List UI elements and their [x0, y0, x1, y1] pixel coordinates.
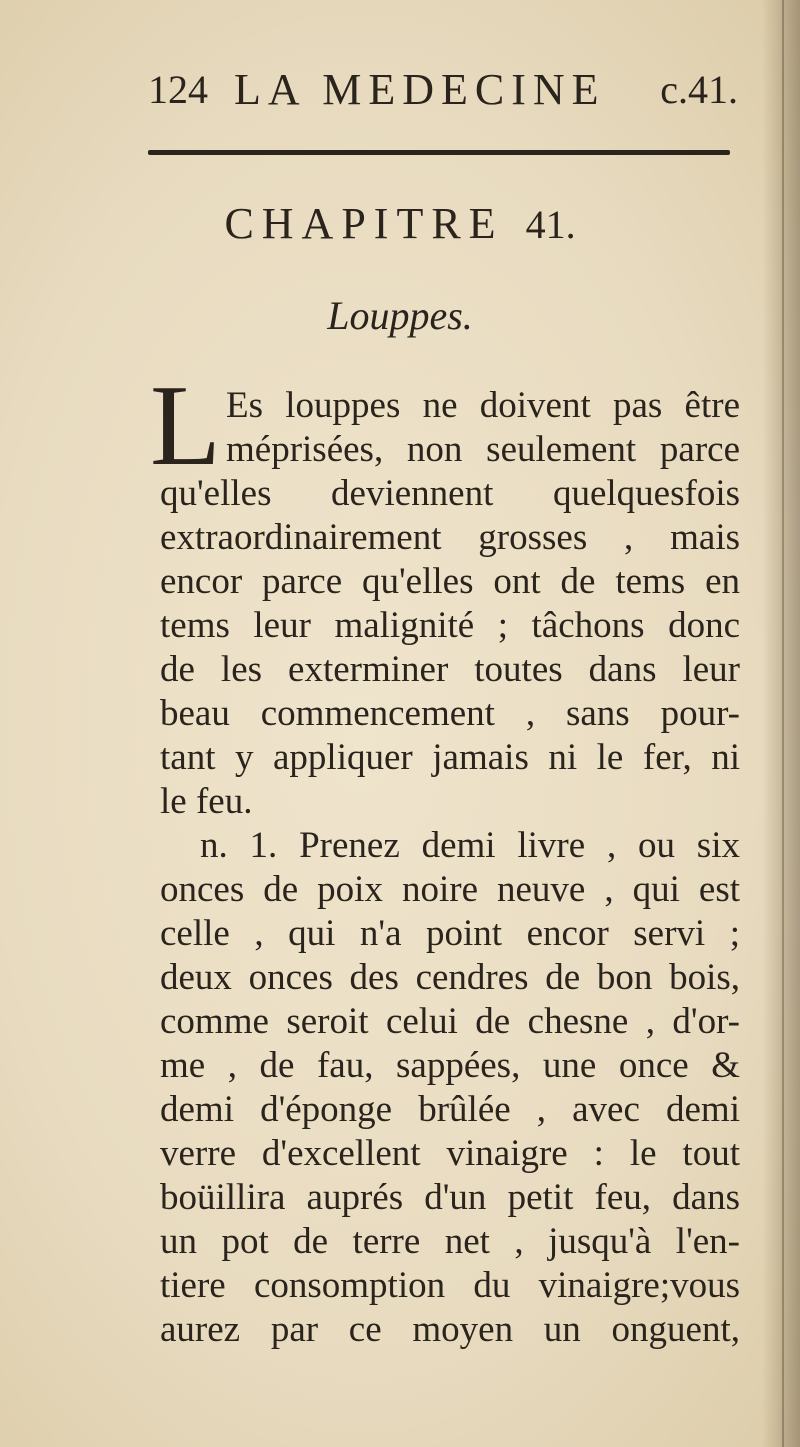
- running-head: [148, 62, 738, 118]
- body-line: [160, 1176, 740, 1220]
- body-line: [160, 736, 740, 780]
- chapter-word: CHAPITRE: [224, 199, 504, 248]
- body-line-text: qu'elles deviennent quelquesfois: [160, 473, 740, 514]
- body-line-text: comme seroit celui de chesne , d'or-: [160, 1001, 740, 1042]
- body-line: [160, 780, 740, 824]
- body-line: [160, 516, 740, 560]
- page-number: 124: [148, 67, 208, 112]
- header-rule: [148, 150, 730, 155]
- chapter-subtitle: Louppes.: [327, 293, 473, 338]
- chapter-heading: [0, 196, 800, 253]
- body-line: [160, 868, 740, 912]
- running-title: LA MEDECINE: [234, 65, 606, 114]
- body-line: [160, 648, 740, 692]
- body-line: [160, 604, 740, 648]
- body-line-text: deux onces des cendres de bon bois,: [160, 957, 740, 998]
- running-chapter-ref: c.41.: [660, 67, 738, 112]
- drop-cap: L: [150, 362, 221, 490]
- body-line-text: me , de fau, sappées, une once &: [160, 1045, 740, 1086]
- body-line-text: onces de poix noire neuve , qui est: [160, 869, 740, 910]
- body-line-text: beau commencement , sans pour-: [160, 693, 740, 734]
- body-line: [160, 956, 740, 1000]
- body-line: [160, 1132, 740, 1176]
- chapter-number: 41.: [525, 202, 576, 247]
- body-line: [160, 560, 740, 604]
- body-line-text: tems leur malignité ; tâchons donc: [160, 605, 740, 646]
- body-line: [160, 1044, 740, 1088]
- body-line-text: n. 1. Prenez demi livre , ou six: [200, 825, 740, 866]
- body-line: [160, 1264, 740, 1308]
- body-line-text: tiere consomption du vinaigre;vous: [160, 1265, 740, 1306]
- body-line: [226, 428, 740, 472]
- body-line: [160, 912, 740, 956]
- body-line-text: un pot de terre net , jusqu'à l'en-: [160, 1221, 740, 1262]
- body-line-text: verre d'excellent vinaigre : le tout: [160, 1133, 740, 1174]
- body-line: [160, 1308, 740, 1352]
- body-line-text: boüillira auprés d'un petit feu, dans: [160, 1177, 740, 1218]
- body-line-text: encor parce qu'elles ont de tems en: [160, 561, 740, 602]
- body-line-text: celle , qui n'a point encor servi ;: [160, 913, 740, 954]
- body-line-text: le feu.: [160, 781, 253, 822]
- body-line: [160, 1088, 740, 1132]
- body-line: [200, 824, 740, 868]
- body-line-text: Es louppes ne doivent pas être: [226, 385, 740, 426]
- body-line-text: aurez par ce moyen un onguent,: [160, 1309, 740, 1350]
- body-line-text: demi d'éponge brûlée , avec demi: [160, 1089, 740, 1130]
- body-line-text: de les exterminer toutes dans leur: [160, 649, 740, 690]
- body-line: [160, 692, 740, 736]
- body-line: [160, 1220, 740, 1264]
- body-line: [160, 472, 740, 516]
- body-line-text: tant y appliquer jamais ni le fer, ni: [160, 737, 740, 778]
- body-line: [160, 1000, 740, 1044]
- body-line: [226, 384, 740, 428]
- body-line-text: extraordinairement grosses , mais: [160, 517, 740, 558]
- body-line-text: méprisées, non seulement parce: [226, 429, 740, 470]
